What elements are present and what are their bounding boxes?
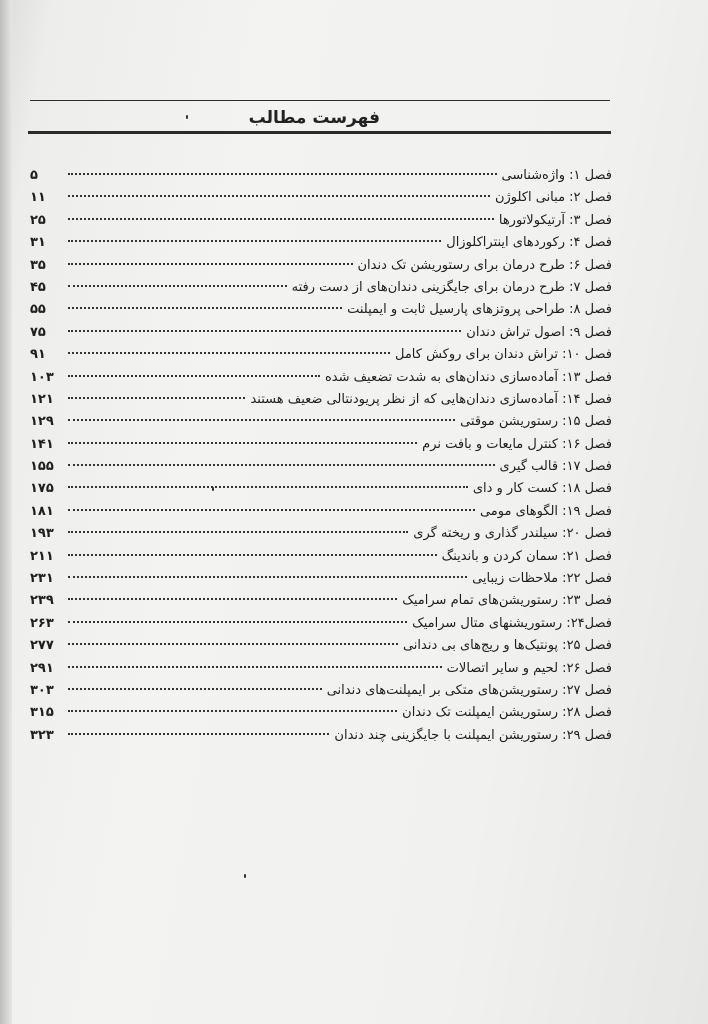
toc-page-number: ۱۱ <box>30 190 46 206</box>
toc-chapter-title: فصل ۲۰: سیلندر گذاری و ریخته گری <box>413 526 612 542</box>
toc-page-number: ۳۵ <box>30 257 46 273</box>
toc-dot-leader <box>68 509 475 511</box>
print-speck <box>212 487 214 491</box>
toc-page-number: ۲۷۷ <box>30 638 54 654</box>
toc-page-number: ۱۷۵ <box>30 481 54 497</box>
toc-chapter-title: فصل ۹: اصول تراش دندان <box>466 324 612 340</box>
toc-entry <box>30 367 612 389</box>
toc-entry <box>30 478 612 500</box>
toc-page-number: ۱۴۱ <box>30 436 54 452</box>
toc-chapter-title: فصل ۲: مبانی اکلوژن <box>494 190 612 206</box>
toc-chapter-title: فصل ۸: طراحی پروتزهای پارسیل ثابت و ایمپلنت <box>347 302 612 318</box>
toc-page-number: ۱۲۹ <box>30 414 54 430</box>
toc-page-number: ۲۹۱ <box>30 660 54 676</box>
toc-page-number: ۱۲۱ <box>30 391 54 407</box>
toc-chapter-title: فصل ۷: طرح درمان برای جایگزینی دندان‌های از دست رفته <box>291 279 612 295</box>
toc-dot-leader <box>68 531 408 533</box>
toc-chapter-title: فصل ۲۳: رستوریشن‌های تمام سرامیک <box>402 593 612 609</box>
page-binding-edge <box>0 0 12 1024</box>
toc-dot-leader <box>68 486 468 488</box>
toc-chapter-title: فصل ۲۶: لحیم و سایر اتصالات <box>446 660 612 676</box>
table-of-contents <box>30 165 612 747</box>
toc-entry <box>30 322 612 344</box>
toc-page-number: ۳۲۳ <box>30 727 54 743</box>
print-speck <box>244 874 246 878</box>
toc-entry <box>30 725 612 747</box>
toc-dot-leader <box>68 307 342 309</box>
toc-entry <box>30 501 612 523</box>
toc-dot-leader <box>68 710 397 712</box>
toc-chapter-title: فصل ۱: واژه‌شناسی <box>501 168 612 183</box>
toc-page-number: ۱۸۱ <box>30 503 54 519</box>
toc-chapter-title: فصل ۳: آرتیکولاتورها <box>498 212 612 228</box>
toc-page-number: ۴۵ <box>30 279 46 295</box>
toc-page-number: ۵ <box>30 168 38 183</box>
toc-chapter-title: فصل ۲۱: سمان کردن و باندینگ <box>441 548 612 564</box>
toc-chapter-title: فصل ۱۸: کست کار و دای <box>472 481 612 497</box>
toc-dot-leader <box>68 330 461 332</box>
toc-dot-leader <box>68 375 320 377</box>
toc-entry <box>30 232 612 254</box>
toc-dot-leader <box>68 464 495 466</box>
toc-chapter-title: فصل ۱۷: قالب گیری <box>499 459 612 475</box>
toc-entry <box>30 344 612 366</box>
toc-dot-leader <box>68 598 397 600</box>
toc-entry <box>30 568 612 590</box>
toc-dot-leader <box>68 643 398 645</box>
toc-entry <box>30 165 612 187</box>
toc-dot-leader <box>68 733 329 735</box>
toc-chapter-title: فصل۲۴: رستوریشنهای متال سرامیک <box>412 615 612 631</box>
toc-entry <box>30 411 612 433</box>
toc-chapter-title: فصل ۲۵: پونتیک‌ها و ریج‌های بی دندانی <box>402 638 612 654</box>
toc-chapter-title: فصل ۱۰: تراش دندان برای روکش کامل <box>395 347 612 363</box>
toc-dot-leader <box>68 688 322 690</box>
toc-dot-leader <box>68 195 490 197</box>
toc-chapter-title: فصل ۱۴: آماده‌سازی دندان‌هایی که از نظر پریودنتالی ضعیف هستند <box>250 391 612 407</box>
toc-chapter-title: فصل ۱۶: کنترل مایعات و بافت نرم <box>422 436 612 452</box>
toc-page-number: ۳۱۵ <box>30 705 54 721</box>
toc-page-number: ۲۱۱ <box>30 548 54 564</box>
toc-dot-leader <box>68 554 437 556</box>
toc-entry <box>30 635 612 657</box>
toc-page-number: ۵۵ <box>30 302 46 318</box>
toc-page-number: ۲۳۱ <box>30 571 54 587</box>
toc-dot-leader <box>68 352 390 354</box>
toc-entry <box>30 658 612 680</box>
toc-page-number: ۳۰۳ <box>30 682 54 698</box>
toc-entry <box>30 255 612 277</box>
toc-entry <box>30 613 612 635</box>
toc-dot-leader <box>68 419 455 421</box>
toc-page-number: ۷۵ <box>30 324 46 340</box>
toc-page-number: ۹۱ <box>30 347 46 363</box>
header-top-rule <box>30 100 610 101</box>
toc-page-number: ۱۵۵ <box>30 459 54 475</box>
toc-entry <box>30 277 612 299</box>
toc-entry <box>30 456 612 478</box>
header-bottom-rule <box>28 131 611 134</box>
toc-entry <box>30 210 612 232</box>
toc-chapter-title: فصل ۱۳: آماده‌سازی دندان‌های به شدت تضعیف شده <box>324 369 612 385</box>
toc-chapter-title: فصل ۱۵: رستوریشن موقتی <box>460 414 612 430</box>
toc-chapter-title: فصل ۱۹: الگوهای مومی <box>479 503 612 519</box>
toc-page-number: ۲۶۳ <box>30 615 54 631</box>
toc-entry <box>30 680 612 702</box>
toc-entry <box>30 434 612 456</box>
toc-entry <box>30 389 612 411</box>
toc-dot-leader <box>68 442 417 444</box>
toc-page-number: ۱۰۳ <box>30 369 54 385</box>
toc-page-number: ۱۹۳ <box>30 526 54 542</box>
toc-chapter-title: فصل ۲۸: رستوریشن ایمپلنت تک دندان <box>402 705 612 721</box>
toc-dot-leader <box>68 576 467 578</box>
print-speck <box>186 115 188 119</box>
toc-entry <box>30 187 612 209</box>
toc-dot-leader <box>68 397 245 399</box>
toc-entry <box>30 299 612 321</box>
toc-chapter-title: فصل ۲۲: ملاحظات زیبایی <box>472 571 612 587</box>
toc-chapter-title: فصل ۶: طرح درمان برای رستوریشن تک دندان <box>357 257 612 273</box>
toc-dot-leader <box>68 285 287 287</box>
toc-entry <box>30 702 612 724</box>
toc-chapter-title: فصل ۲۷: رستوریشن‌های متکی بر ایمپلنت‌های دندانی <box>326 682 612 698</box>
toc-entry <box>30 523 612 545</box>
toc-dot-leader <box>68 621 407 623</box>
toc-page-number: ۲۵ <box>30 212 46 228</box>
page-title: فهرست مطالب <box>248 108 380 128</box>
toc-chapter-title: فصل ۴: رکوردهای اینتراکلوزال <box>446 235 612 251</box>
toc-dot-leader <box>68 240 441 242</box>
toc-chapter-title: فصل ۲۹: رستوریشن ایمپلنت با جایگزینی چند دندان <box>334 727 612 743</box>
toc-page-number: ۲۳۹ <box>30 593 54 609</box>
toc-entry <box>30 590 612 612</box>
toc-entry <box>30 546 612 568</box>
toc-page-number: ۳۱ <box>30 235 46 251</box>
toc-dot-leader <box>68 263 353 265</box>
toc-dot-leader <box>68 218 494 220</box>
toc-dot-leader <box>68 666 442 668</box>
toc-dot-leader <box>68 173 497 175</box>
